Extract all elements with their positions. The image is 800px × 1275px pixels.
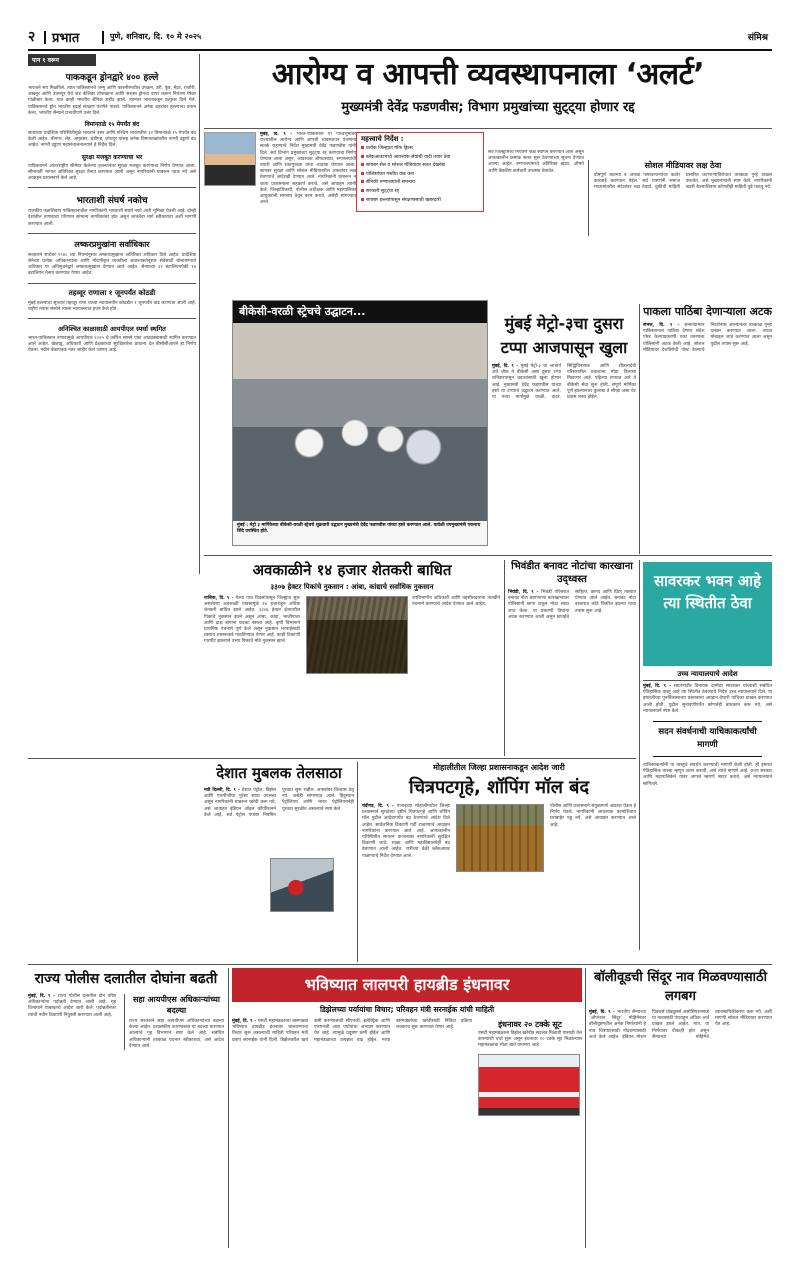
savarkar-story [643, 668, 772, 950]
story-title: पाककडून ड्रोनद्वारे ४०० हल्ले [65, 73, 159, 83]
story-body: सरकारने सप्टेंबर १९४८ च्या नियमांनुसार लष्करप्रमुखांना अतिरिक्त अधिकार दिले आहेत. प्रादेशिक सेनेच्या प्रत्येक अधिकाऱ्याला आणि नोंदणीकृत व्यक्तीला आवश्यकतेनुसार सेवेसाठी बोलावण्याचे अधिकार या अधिसूचनेद्वारे लष्करप्रमुखांना देण्यात आले आहेत. सैन्याच्या ३२ बटालियनपैकी १४ बटालियन तैनात करण्यात येणार आहेत. [28, 252, 196, 277]
hybrid-fuel-subheadline: डिझेलच्या पर्यायांचा विचार; परिवहन मंत्री सरनाईक यांची माहिती [319, 1005, 495, 1014]
directives-box [356, 132, 484, 212]
story-body: पाकिस्तानने आंतरराष्ट्रीय सीमेवर केलेल्या हल्ल्यांनंतर सुरक्षा मजबूत करण्याचा निर्णय घेण्यात आला. सीमावर्ती भागात अतिरिक्त सुरक्षा तैनात करण्यात आली असून नागरिकांनी घाबरून जाऊ नये असे आवाहन प्रशासनाने केले आहे. [28, 163, 196, 182]
mohali-dateline: चंदीगड, दि. ९ - [362, 804, 394, 809]
bollywood-body [589, 1010, 772, 1041]
mohali-headline: चित्रपटगृहे, शॉपिंग मॉल बंद [408, 777, 590, 798]
fuel-body-text: देशात पेट्रोल, डिझेल आणि एलपीजीचा पुरेसा साठा उपलब्ध असून नागरिकांनी घाबरून खरेदी करू नये, असे आवाहन इंडियन ऑइल कॉर्पोरेशनने केले आहे. सर्व पेट्रोल पंपांवर नियमित पुरवठा सुरू राहील. अफवांवर विश्वास ठेवू नये, असेही सांगण्यात आले. हिंदुस्थान पेट्रोलियम आणि भारत पेट्रोलियमनेही पुरवठा सुरळीत असल्याचे स्पष्ट केले. [204, 788, 354, 818]
story-body: भारताने सय मिळविले. त्यात पाकिस्तानचे जम्मू आणि काश्मीरमधील उपक्रम, उरी, पूंछ, मेंढर, राजौरी, अखनूर आणि उधमपूर येथे जड कॅलिबर तोफखाना आणि सशस्त्र ड्रोनचा वापर करून नियंत्रण रेषेवर गोळीबार केला. यात काही भारतीय सैनिक शहीद झाले. त्यानंतर भारताकडून प्रत्युत्तर दिले गेले. पाकिस्तानचे ड्रोन भारतीय हवाई संरक्षण यंत्रणेने पाडले. पाकिस्तानने अनेक शहरांवर हल्ल्याचा प्रयत्न केला, भारतीय सैन्याने प्रभावीपणे उत्तर दिले. [28, 86, 196, 116]
bullet-square-icon [361, 163, 364, 166]
bhiwandi-body [508, 590, 636, 621]
directives-list [361, 145, 479, 205]
left-column [28, 54, 196, 574]
bullet-square-icon [361, 198, 364, 201]
mohali-story [362, 762, 636, 962]
metro-story [492, 312, 636, 552]
photo-caption [233, 521, 487, 545]
pak-support-body [643, 323, 772, 354]
photo-caption-text: मुंबई : मेट्रो ३ मार्गिकेच्या बीकेसी-वरळी स्ट्रेचचे शुक्रवारी उद्घाटन मुख्यमंत्री देवेंद्र फडणवीस यांच्या हस्ते करण्यात आले. यावेळी उपमुख्यमंत्री एकनाथ शिंदे उपस्थित होते. [237, 523, 481, 534]
metro-body-text: मुंबई मेट्रो-३ चा आचार्य अत्रे चौक ते बीकेसी असा दुसरा टप्पा शनिवारपासून प्रवाशांसाठी खुला होणार आहे. मुख्यमंत्री देवेंद्र फडणवीस यांच्या हस्ते या टप्प्याचे उद्घाटन करण्यात आले. या नव्या मार्गामुळे वरळी, दादर, सिद्धिविनायक आणि शीतलादेवी परिसरातील प्रवाशांना मोठा दिलासा मिळणार आहे. पहिल्या टप्प्यात आरे ते बीकेसी सेवा सुरू होती. संपूर्ण मार्गिका पूर्ण झाल्यानंतर कुलाबा ते सीप्झ असा थेट प्रवास शक्य होईल. [492, 364, 636, 401]
bhiwandi-story [508, 560, 636, 756]
header-rule [28, 49, 772, 51]
hybrid-fuel-headline: भविष्यात लालपरी हायब्रीड इंधनावर [304, 975, 510, 994]
separator-bar-icon [44, 31, 46, 44]
directive-item [361, 171, 479, 180]
mohali-body-continued: पोलीस आणि प्रशासनाने संयुक्तपणे आढावा घेऊन हे निर्णय घेतले. नागरिकांनी आवश्यक कामांशिवाय घराबाहेर पडू नये, असे आवाहन करण्यात आले आहे. [550, 804, 636, 828]
date-line: पुणे, शनिवार, दि. १० मे २०२५ [110, 32, 202, 41]
mohali-body [362, 804, 450, 860]
police-headline: राज्य पोलीस दलातील दोघांना बढती [34, 971, 218, 987]
savarkar-banner-text: सावरकर भवन आहे त्या स्थितीत ठेवा [653, 572, 762, 612]
directive-text: ब्लॅकआउटमध्ये आवश्यक सेवांची यादी तयार ठेवा [366, 154, 451, 160]
column-rule [504, 560, 505, 756]
story-body: राजकीय पक्षांशिवाय पाकिस्तानातील नागरिकांनी भारताशी संघर्ष नको अशी भूमिका घेतली आहे. दोन्ही देशांतील तणावाचा परिणाम सामान्य नागरिकांवर होत असून शांततेचा मार्ग स्वीकारावा अशी मागणी करण्यात आली. [28, 209, 196, 227]
column-rule [639, 560, 640, 950]
photo-kicker [233, 301, 488, 323]
sidebar-title: सोशल मीडियावर लक्ष ठेवा [644, 161, 722, 170]
paper-name: प्रभात [52, 31, 80, 46]
pak-support-story [643, 304, 772, 554]
directive-item [361, 197, 479, 206]
mohali-kicker: मोहालीतील जिल्हा प्रशासनाकडून आदेश जारी [433, 763, 565, 772]
section-name: संमिश्र [747, 33, 768, 43]
st-bus-photo [478, 1054, 580, 1116]
farm-subheadline: ३३०७ हेक्टर पिकांचे नुकसान : आंबा, कांद्याचे सर्वाधिक नुकसान [270, 583, 434, 591]
bullet-square-icon [361, 172, 364, 175]
bullet-square-icon [361, 146, 364, 149]
cm-portrait-photo [204, 132, 256, 186]
pak-support-body-text: इन्स्टाग्रामवर पाकिस्तानला पाठिंबा देणारा संदेश पोस्ट केल्याप्रकरणी एका तरुणाला पोलिसांनी अटक केली आहे. सोशल मीडियावर देशविरोधी पोस्ट केल्याचे निदर्शनास आल्यानंतर तात्काळ गुन्हा दाखल करण्यात आला. त्याचा मोबाइल जप्त करण्यात आला असून पुढील तपास सुरू आहे. [643, 323, 772, 353]
lead-headline: आरोग्य व आपत्ती व्यवस्थापनाला ‘अलर्ट’ [271, 57, 705, 92]
bollywood-headline: बॉलीवूडची सिंदूर नाव मिळवण्यासाठी लगबग [594, 970, 767, 1004]
story-body: भारत-पाकिस्तान तणावामुळे आयपीएल २०२५ चे उर्वरित सामने एका आठवड्यासाठी स्थगित करण्यात आले आहेत. खेळाडू, अधिकारी आणि प्रेक्षकांच्या सुरक्षिततेला प्राधान्य देत बीसीसीआयने हा निर्णय घेतला. नवीन वेळापत्रक नंतर जाहीर केले जाणार आहे. [28, 336, 196, 354]
social-media-sidebar [588, 160, 772, 236]
lead-rule [204, 128, 772, 129]
farm-dateline: नाशिक, दि. ९ - [204, 596, 234, 601]
bhiwandi-dateline: भिवंडी, दि. ९ - [508, 590, 539, 595]
lead-subheadline: मुख्यमंत्री देवेंद्र फडणवीस; विभाग प्रमुखांच्या सुट्ट्या होणार रद्द [341, 100, 635, 115]
directive-item [361, 145, 479, 154]
fuel-dateline: नवी दिल्ली, दि. ९ - [204, 788, 240, 793]
lead-story-continuation [488, 150, 584, 236]
fuel-discount-title: इंधनावर २० टक्के सूट [498, 1020, 562, 1029]
farm-body-text: गेल्या पाच दिवसांपासून जिल्ह्यात सुरू असलेल्या अवकाळी पावसामुळे १४ हजारांहून अधिक शेतकरी बाधित झाले आहेत. ३३०७ हेक्टर क्षेत्रावरील पिकांचे नुकसान झाले असून आंबा, कांदा, भाजीपाला आणि द्राक्ष बागांना फटका बसला आहे. कृषी विभागाने प्राथमिक पंचनामे पूर्ण केले असून नुकसान भरपाईसाठी प्रस्ताव शासनाकडे पाठविण्यात येणार आहे. काही ठिकाणी गारपीट झाल्याने उभ्या पिकांचे मोठे नुकसान झाले. [204, 596, 300, 645]
directive-item [361, 162, 479, 171]
bullet-square-icon [361, 180, 364, 183]
savarkar-dateline: मुंबई, दि. ९ - [643, 684, 671, 689]
hybrid-fuel-banner [232, 968, 582, 1002]
section-rule [28, 758, 636, 759]
metro-body [492, 364, 636, 401]
mohali-body-text: पंजाबच्या मोहालीमधील जिल्हा प्रशासनाने सुरक्षेच्या दृष्टीने चित्रपटगृहे आणि शॉपिंग मॉल पुढील आदेशापर्यंत बंद ठेवण्याचे आदेश दिले आहेत. सार्वजनिक ठिकाणी गर्दी टाळण्याचे आवाहन नागरिकांना करण्यात आले आहे. आपत्कालीन परिस्थितीत सायरन वाजल्यास नागरिकांनी सुरक्षित ठिकाणी जावे. शाळा आणि महाविद्यालयेही बंद ठेवण्यात आली आहेत. रात्रीच्या वेळी ब्लॅकआउट पाळण्याचे निर्देश देण्यात आले. [362, 804, 450, 859]
savarkar-kicker: उच्च न्यायालयाचे आदेश [643, 668, 772, 681]
directives-title: महत्त्वाचे निर्देश : [361, 135, 404, 143]
savarkar-body [643, 684, 772, 715]
separator-bar-icon [102, 31, 104, 44]
lead-body-continued: सर्व जिल्ह्यांमध्ये नियंत्रण कक्ष स्थापन करण्यात आले असून आपत्कालीन क्रमांक सतत सुरू ठेवण्याच्या सूचना देण्यात आल्या आहेत. रुग्णालयांमध्ये अतिरिक्त खाटा, औषधे आणि वैद्यकीय कर्मचारी उपलब्ध ठेवावेत. [488, 150, 584, 174]
story-divider [28, 283, 196, 284]
column-rule [585, 968, 586, 1248]
bollywood-body-text: भारतीय सैन्याच्या ‘ऑपरेशन सिंदूर’ मोहिमेनंतर बॉलीवूडमधील अनेक निर्मात्यांनी हे नाव चित्रपटासाठी नोंदवण्यासाठी अर्ज केले आहेत. इंडियन मोशन पिक्चर्स प्रोड्युसर्स असोसिएशनकडे या नावासाठी पंधराहून अधिक अर्ज दाखल झाले आहेत. मात्र, या निर्णयावर टीकाही होत असून सैन्याच्या मोहिमेचे व्यावसायिकीकरण करू नये, अशी मागणी सोशल मीडियावर करण्यात येत आहे. [589, 1010, 772, 1040]
pak-support-dateline: संभल, दि. ९ - [643, 323, 680, 328]
savarkar-body-text: स्वातंत्र्यवीर विनायक दामोदर सावरकर यांच्याशी संबंधित ऐतिहासिक वास्तू आहे त्या स्थितीत ठेवण्याचे निर्देश उच्च न्यायालयाने दिले. या इमारतीच्या पुनर्विकासाच्या प्रस्तावाला आव्हान देणारी याचिका दाखल करण्यात आली होती. पुढील सुनावणीपर्यंत कोणतेही बांधकाम करू नये, असे न्यायालयाने स्पष्ट केले. [643, 684, 772, 714]
police-story [28, 968, 224, 1248]
story-divider [28, 318, 196, 319]
crop-damage-photo [306, 596, 408, 674]
metro-inauguration-photo [233, 323, 487, 523]
directive-text: सरकारी सुट्ट्या रद्द [366, 188, 399, 194]
mall-photo [456, 804, 544, 872]
story-body: मुंबई हल्ल्याचा सूत्रधार तहव्वूर राणा याच्या न्यायालयीन कोठडीत १ जूनपर्यंत वाढ करण्यात आली आहे. राष्ट्रीय तपास संस्थेने त्याला न्यायालयात हजर केले होते. [28, 300, 196, 312]
story-body: सध्याच्या प्रादेशिक परिस्थितीमुळे भारताने उत्तर आणि पश्चिम भारतातील ३२ विमानतळे १५ मेपर्यंत बंद केली आहेत. श्रीनगर, लेह, अमृतसर, चंडीगड, जोधपूर यांसह अनेक विमानतळांवरील नागरी उड्डाणे बंद आहेत. नागरी उड्डाण महासंचालनालयाने हे निर्देश दिले. [28, 131, 196, 149]
story-subhead: सुरक्षा मजबूत करण्याचा भर [81, 153, 143, 161]
lead-headline-block [204, 56, 772, 126]
farm-body [204, 596, 300, 646]
page-header [28, 30, 772, 48]
lead-story-body [204, 132, 484, 300]
column-rule [639, 304, 640, 554]
directive-item [361, 154, 479, 163]
bhiwandi-body-text: भिवंडी परिसरात बनावट नोटा छापणाऱ्या कारखान्यावर पोलिसांनी छापा टाकून मोठा साठा जप्त केला. या प्रकरणी तिघांना अटक करण्यात आली असून छपाईचे साहित्य, कागद आणि प्रिंटर ताब्यात घेण्यात आले आहेत. बनावट नोटा बाजारात कोठे वितरित झाल्या याचा तपास सुरू आहे. [508, 590, 636, 620]
section-rule [28, 964, 772, 965]
ips-transfer-body: राज्य सरकारने सहा आयपीएस अधिकाऱ्यांच्या बदल्या केल्या आहेत. प्रशासकीय कारणास्तव या बदल्या करण्यात आल्याचे गृह विभागाने स्पष्ट केले आहे. संबंधित अधिकाऱ्यांनी तात्काळ पदभार स्वीकारावा, असे आदेश देण्यात आले. [129, 1019, 224, 1049]
bollywood-story [589, 968, 772, 1248]
metro-headline: मुंबई मेट्रो-३चा दुसरा टप्पा आजपासून खुला [500, 314, 628, 357]
directive-item [361, 188, 479, 197]
lead-body-text: भारत-पाकिस्तान या पार्श्वभूमीवर राज्यातील आरोग्य आणि आपत्ती व्यवस्थापन यंत्रणांना सतर्क राहण्याचे निर्देश मुख्यमंत्री देवेंद्र फडणवीस यांनी दिले. सर्व विभाग प्रमुखांच्या सुट्ट्या रद्द करण्याचा निर्णय घेण्यात आला असून, आवश्यक औषधसाठा, रुग्णालयांची तयारी आणि रक्तपुरवठा यांचा आढावा घेण्यात आला. सायबर सुरक्षा आणि सोशल मीडियावरील अफवांवर लक्ष ठेवण्याचे आदेशही देण्यात आले. नागरिकांनी घाबरून न जाता प्रशासनाला सहकार्य करावे, असे आवाहन त्यांनी केले. जिल्हाधिकारी, पोलीस अधीक्षक आणि महापालिका आयुक्तांनी समन्वय ठेवून काम करावे, असेही सांगण्यात आले. [260, 132, 357, 206]
story-divider [28, 187, 196, 188]
bullet-square-icon [361, 155, 364, 158]
fuel-pump-photo [270, 858, 334, 912]
continuation-label-text: पान १ वरून [32, 57, 59, 64]
farm-story [204, 560, 500, 756]
story-title: तहव्वूर राणाला १ जूनपर्यंत कोठडी [68, 288, 156, 297]
sidebar-body: दोषपूर्ण बातम्या व अफवा पसरवणाऱ्यांवर कठोर कारवाई करण्यात येईल. सर्व यंत्रणांनी समाज माध्यमांवरील संदेशांवर लक्ष ठेवावे. चुकीची माहिती प्रसारित करणाऱ्यांविरोधात तात्काळ गुन्हे दाखल करावेत, असे मुख्यमंत्र्यांनी स्पष्ट केले. नागरिकांनी खात्री केल्याशिवाय कोणतीही माहिती पुढे पाठवू नये. [594, 173, 772, 191]
lead-dateline: मुंबई, दि. ९ - [260, 132, 293, 137]
section-rule [204, 555, 772, 556]
page-number: २ [28, 30, 36, 45]
fuel-headline: देशात मुबलक तेलसाठा [216, 764, 342, 782]
ips-transfer-title: सहा आयपीएस अधिकाऱ्यांच्या बदल्या [133, 995, 220, 1015]
story-title: भारताशी संघर्ष नकोच [76, 196, 148, 207]
directive-text: सायबर सेल व सोशल मीडियावर सतत देखरेख [366, 163, 445, 169]
police-body [28, 994, 116, 1019]
hybrid-fuel-body-text: एसटी महामंडळाच्या बसगाड्या भविष्यात हायब्रीड इंधनावर चालवण्याचा विचार सुरू असल्याची माहिती परिवहन मंत्री प्रताप सरनाईक यांनी दिली. डिझेलवरील खर्च कमी करण्यासाठी सीएनजी, इलेक्ट्रिक आणि एलएनजी अशा पर्यायांचा अभ्यास करण्यात येत आहे. त्यामुळे प्रदूषण कमी होईल आणि महामंडळाच्या उत्पन्नात वाढ होईल. नव्या बसगाड्यांच्या खरेदीसाठी निविदा प्रक्रिया लवकरच सुरू करण्यात येणार आहे. [232, 1019, 472, 1043]
continuation-label [28, 54, 96, 66]
lead-body [260, 132, 356, 206]
column-rule [228, 968, 229, 1248]
pak-support-headline: पाकला पाठिंबा देणाऱ्याला अटक [643, 305, 772, 318]
bollywood-dateline: मुंबई, दि. ९ - [589, 1010, 615, 1015]
farm-headline: अवकाळीने १४ हजार शेतकरी बाधित [252, 561, 452, 579]
directive-text: पोलिसांच्या गस्तीत वाढ करा [366, 171, 415, 177]
ips-transfer-box [124, 994, 224, 1050]
bhiwandi-headline: भिवंडीत बनावट नोटांचा कारखाना उद्ध्वस्त [511, 561, 633, 585]
police-body-text: राज्य पोलीस दलातील दोन वरिष्ठ अधिकाऱ्यांना पदोन्नती देण्यात आली आहे. गृह विभागाने याबाबतचे आदेश जारी केले. पदोन्नतीनंतर त्यांची नवीन ठिकाणी नियुक्ती करण्यात आली आहे. [28, 994, 116, 1018]
savarkar-body-continued: याचिकाकर्त्यांनी या वास्तूचे संवर्धन करण्याची मागणी केली होती. ही इमारत ऐतिहासिक वारसा म्हणून जतन करावी, असे त्यांचे म्हणणे आहे. राज्य सरकार आणि महापालिकेने यावर आपले म्हणणे सादर करावे, असे न्यायालयाने सांगितले. [643, 763, 772, 787]
savarkar-banner [643, 562, 772, 666]
farm-body-continued: उपविभागीय अधिकारी आणि तहसीलदारांना तातडीने पंचनामे करण्याचे आदेश देण्यात आले आहेत. [412, 596, 500, 608]
fuel-discount-box [478, 1019, 582, 1116]
story-title: अनिश्चित काळासाठी आयपीएल स्पर्धा स्थगित [58, 325, 166, 334]
bullet-square-icon [361, 189, 364, 192]
hybrid-fuel-body [232, 1019, 472, 1044]
metro-dateline: मुंबई, दि. ९ - [492, 364, 519, 369]
directive-text: सैनिकी रुग्णालयांशी समन्वय [366, 180, 415, 186]
savarkar-pull-quote: सदन संवर्धनाची याचिकाकर्त्यांची मागणी [653, 721, 762, 757]
photo-kicker-text: बीकेसी-वरळी स्ट्रेचचे उद्घाटन... [239, 305, 366, 318]
column-rule [199, 54, 200, 574]
directive-item [361, 179, 479, 188]
directive-text: प्रत्येक जिल्ह्यात मॉक ड्रिल्स [366, 146, 413, 151]
story-subhead: विमानतळे १५ मेपर्यंत बंद [84, 121, 140, 129]
hybrid-fuel-dateline: मुंबई, दि. ९ - [232, 1019, 257, 1024]
story-title: लष्करप्रमुखांना सर्वाधिकार [74, 239, 150, 249]
column-rule [357, 762, 358, 962]
fuel-body [204, 788, 354, 819]
fuel-discount-body: एसटी महामंडळाला डिझेल खरेदीत सवलत मिळावी यासाठी तेल कंपन्यांशी चर्चा सुरू असून इंधनावर २० टक्के सूट मिळाल्यास महामंडळाचा मोठा खर्च वाचणार आहे. [478, 1031, 582, 1049]
story-divider [28, 233, 196, 234]
directive-text: सायबर हल्ल्यांपासून संरक्षणासाठी खबरदारी [366, 197, 441, 203]
metro-photo-block [232, 300, 488, 546]
hybrid-fuel-story [232, 1004, 582, 1248]
police-dateline: मुंबई, दि. ९ - [28, 994, 56, 999]
